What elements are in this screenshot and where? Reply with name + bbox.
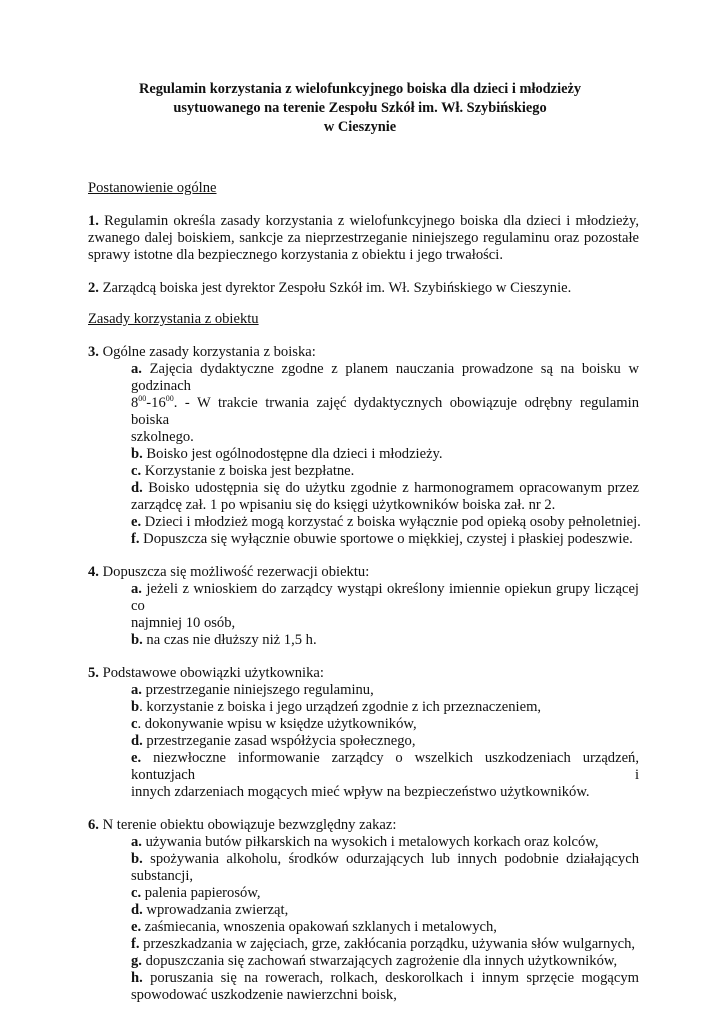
list-item-e: e. zaśmiecania, wnoszenia opakowań szklanych i metalowych, <box>131 919 497 935</box>
paragraph-2-text: Zarządcą boiska jest dyrektor Zespołu Szkół im. Wł. Szybińskiego w Cieszynie. <box>102 280 572 296</box>
list-item-h-end: spowodować uszkodzenie nawierzchni boisk, <box>131 987 397 1003</box>
list-item-d: d. wprowadzania zwierząt, <box>131 902 289 918</box>
paragraph-3 <box>88 344 639 548</box>
title-line-2: usytuowanego na terenie Zespołu Szkół im. Wł. Szybińskiego <box>173 100 547 116</box>
list-item-c: c. dokonywanie wpisu w księdze użytkowników, <box>131 716 417 732</box>
list-item-g: g. dopuszczania się zachowań stwarzających zagrożenie dla innych użytkowników, <box>131 953 618 969</box>
list-item-a: a. jeżeli z wnioskiem do zarządcy wystąpi określony imiennie opiekun grupy liczącej co <box>131 581 639 614</box>
list-item-e: e. Dzieci i młodzież mogą korzystać z boiska wyłącznie pod opieką osoby pełnoletniej. <box>131 514 641 530</box>
paragraph-number: 3. <box>88 344 99 360</box>
paragraph-6-list <box>88 834 639 1004</box>
paragraph-5-text: Podstawowe obowiązki użytkownika: <box>102 665 324 681</box>
title-line-3: w Cieszynie <box>323 119 397 135</box>
paragraph-number: 5. <box>88 665 99 681</box>
title-line-1: Regulamin korzystania z wielofunkcyjnego boiska dla dzieci i młodzieży <box>138 81 582 97</box>
list-item-b: b. korzystanie z boiska i jego urządzeń zgodnie z ich przeznaczeniem, <box>131 699 542 715</box>
paragraph-4-text: Dopuszcza się możliwość rezerwacji obiektu: <box>102 564 370 580</box>
list-item-h: h. poruszania się na rowerach, rolkach, deskorolkach i innym sprzęcie mogącym <box>131 970 639 986</box>
paragraph-1-line-1: Regulamin określa zasady korzystania z wielofunkcyjnego boiska dla dzieci i młodzieży, <box>104 213 640 229</box>
list-item-b-end: substancji, <box>131 868 194 884</box>
paragraph-2 <box>88 280 639 297</box>
paragraph-5-list <box>88 682 639 801</box>
list-item-d: d. Boisko udostępnia się do użytku zgodnie z harmonogramem opracowanym przez <box>131 480 639 496</box>
paragraph-6-text: N terenie obiektu obowiązuje bezwzględny zakaz: <box>102 817 397 833</box>
paragraph-3-list <box>88 361 639 548</box>
list-item-a-end: najmniej 10 osób, <box>131 615 236 631</box>
paragraph-1-line-3: sprawy istotne dla bezpiecznego korzystania z obiektu i jego trwałości. <box>88 247 503 263</box>
document-title <box>80 80 640 137</box>
list-item-a: a. Zajęcia dydaktyczne zgodne z planem nauczania prowadzone są na boisku w godzinach <box>131 361 639 394</box>
paragraph-number: 6. <box>88 817 99 833</box>
paragraph-5 <box>88 665 639 801</box>
list-item-a-end: szkolnego. <box>131 429 194 445</box>
paragraph-1-line-2: zwanego dalej boiskiem, sankcje za nieprzestrzeganie niniejszego regulaminu oraz pozostałe <box>88 230 639 246</box>
list-item-e: e. niezwłoczne informowanie zarządcy o wszelkich uszkodzeniach urządzeń, kontuzjach i <box>131 750 639 783</box>
list-item-c: c. palenia papierosów, <box>131 885 261 901</box>
list-item-b: b. na czas nie dłuższy niż 1,5 h. <box>131 632 317 648</box>
list-item-b: b. spożywania alkoholu, środków odurzających lub innych podobnie działających <box>131 851 639 867</box>
list-item-a: a. używania butów piłkarskich na wysokich i metalowych korkach oraz kolców, <box>131 834 599 850</box>
list-item-d: d. przestrzeganie zasad współżycia społecznego, <box>131 733 416 749</box>
paragraph-3-text: Ogólne zasady korzystania z boiska: <box>102 344 316 360</box>
section-heading-general: Postanowienie ogólne <box>88 180 217 196</box>
paragraph-4-list <box>88 581 639 649</box>
list-item-f: f. przeszkadzania w zajęciach, grze, zakłócania porządku, używania słów wulgarnych, <box>131 936 636 952</box>
paragraph-6 <box>88 817 639 1004</box>
paragraph-number: 2. <box>88 280 99 296</box>
paragraph-number: 1. <box>88 213 99 229</box>
section-heading-rules: Zasady korzystania z obiektu <box>88 311 259 327</box>
list-item-c: c. Korzystanie z boiska jest bezpłatne. <box>131 463 355 479</box>
paragraph-1 <box>88 213 639 264</box>
list-item-a: a. przestrzeganie niniejszego regulaminu, <box>131 682 374 698</box>
list-item-e-end: innych zdarzeniach mogących mieć wpływ na bezpieczeństwo użytkowników. <box>131 784 590 800</box>
paragraph-number: 4. <box>88 564 99 580</box>
document-body <box>88 180 639 1004</box>
list-item-f: f. Dopuszcza się wyłącznie obuwie sportowe o miękkiej, czystej i płaskiej podeszwie. <box>131 531 633 547</box>
list-item-a-hours: $8^{00}-16^{00}$. - W trakcie trwania zajęć dydaktycznych obowiązuje odrębny regulamin boiska <box>131 394 639 428</box>
paragraph-4 <box>88 564 639 649</box>
list-item-b: b. Boisko jest ogólnodostępne dla dzieci i młodzieży. <box>131 446 443 462</box>
list-item-d-end: zarządcę zał. 1 po wpisaniu się do księgi użytkowników boiska zał. nr 2. <box>131 497 556 513</box>
